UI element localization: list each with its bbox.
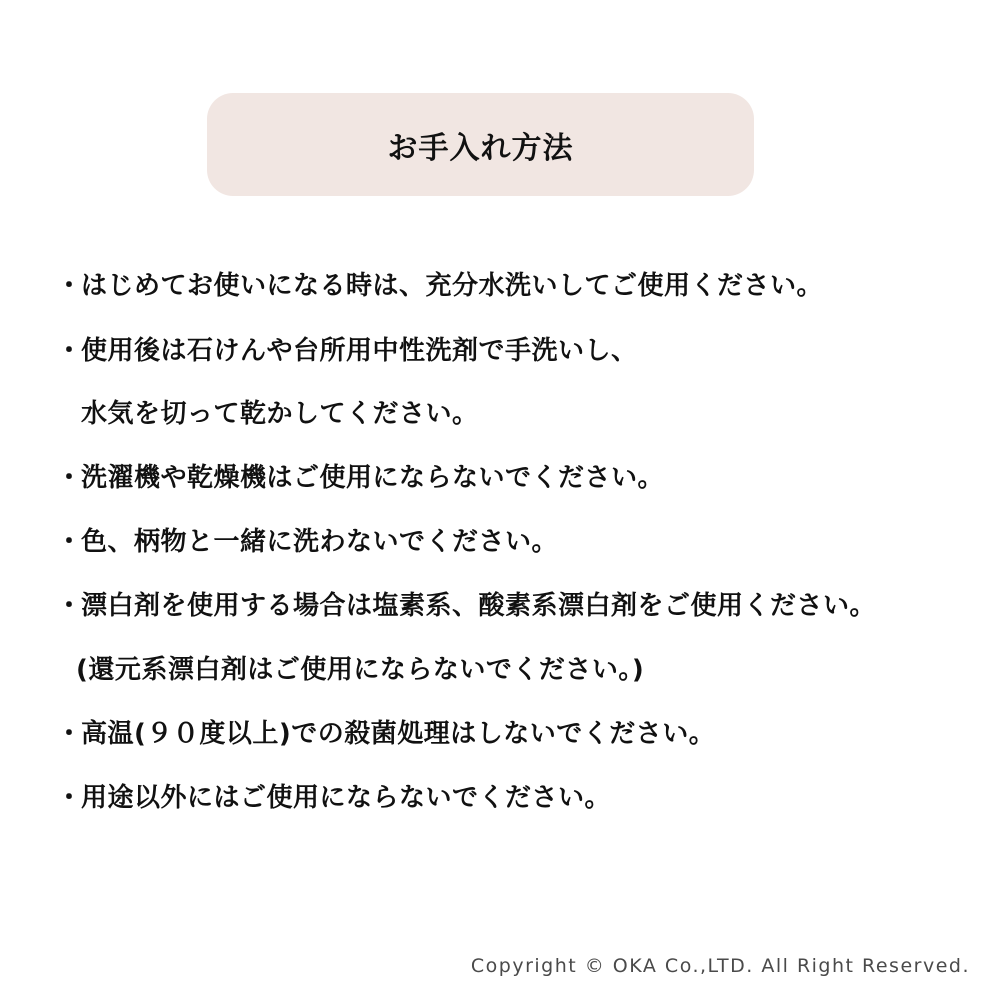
list-item — [56, 590, 876, 622]
list-item-text: 洗濯機や乾燥機はご使用にならないでください。 — [81, 463, 665, 493]
list-item-note — [56, 654, 644, 686]
bullet: ・ — [56, 336, 83, 366]
list-item — [56, 782, 611, 814]
list-item-text: 色、柄物と一緒に洗わないでください。 — [81, 527, 559, 557]
bullet: ・ — [56, 719, 83, 749]
list-item-text: 水気を切って乾かしてください。 — [81, 399, 479, 429]
bullet: ・ — [56, 591, 83, 621]
section-title: お手入れ方法 — [387, 130, 574, 166]
bullet: ・ — [56, 783, 83, 813]
bullet: ・ — [56, 527, 83, 557]
list-item-text: はじめてお使いになる時は、充分水洗いしてご使用ください。 — [81, 271, 824, 301]
list-item-text: 使用後は石けんや台所用中性洗剤で手洗いし、 — [81, 336, 638, 366]
copyright-notice: Copyright © OKA Co.,LTD. All Right Reserved. — [470, 955, 970, 977]
bullet: ・ — [56, 271, 83, 301]
list-item-text: 高温(９０度以上)での殺菌処理はしないでください。 — [81, 719, 716, 749]
list-item — [56, 462, 664, 494]
bullet: ・ — [56, 463, 83, 493]
list-item-text: 漂白剤を使用する場合は塩素系、酸素系漂白剤をご使用ください。 — [81, 591, 877, 621]
list-item — [56, 718, 715, 750]
list-item — [56, 270, 823, 302]
list-item-text: 用途以外にはご使用にならないでください。 — [81, 783, 612, 813]
section-title-box — [207, 93, 754, 196]
list-item-continuation — [56, 398, 479, 430]
list-item — [56, 335, 638, 367]
list-item — [56, 526, 558, 558]
list-item-text: (還元系漂白剤はご使用にならないでください。) — [76, 655, 645, 685]
